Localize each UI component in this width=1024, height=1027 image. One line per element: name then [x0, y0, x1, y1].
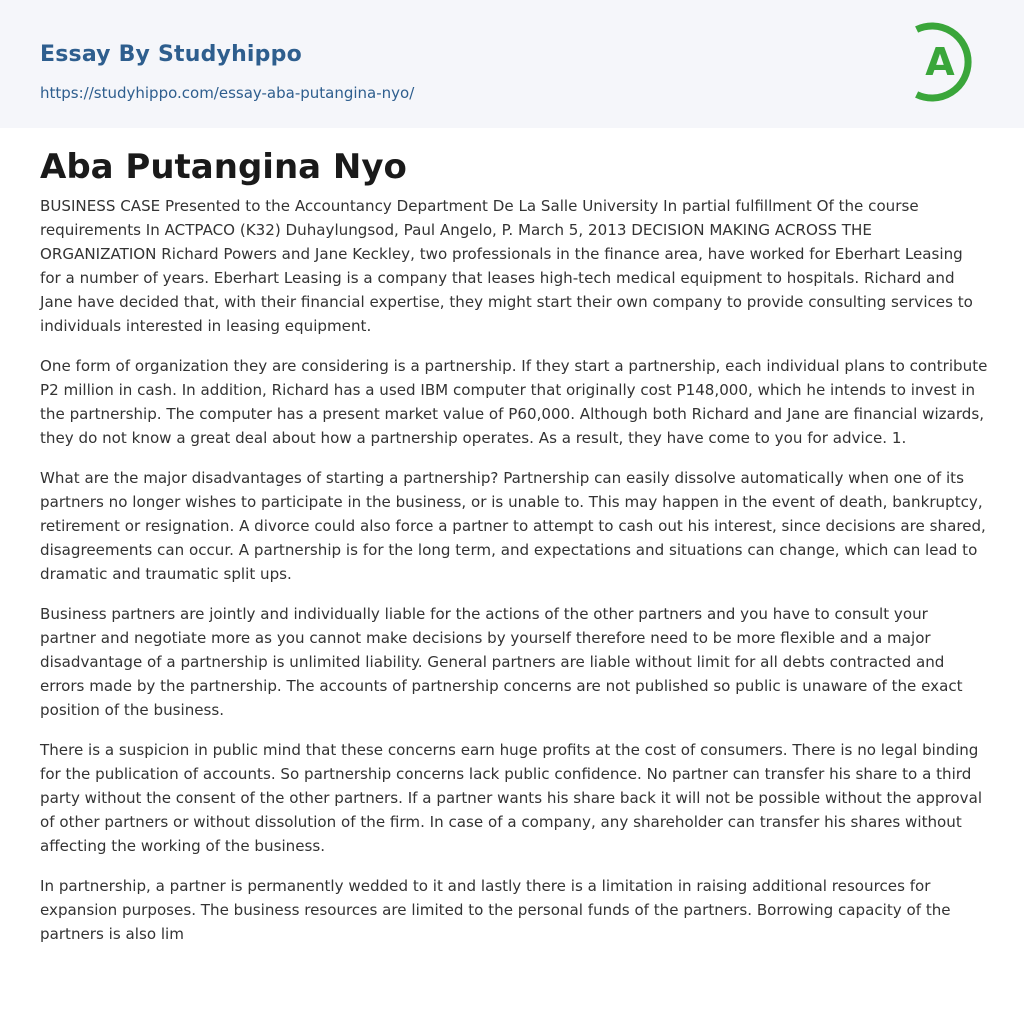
- essay-paragraph: What are the major disadvantages of starting a partnership? Partnership can easily dissolve automatically when one of its partners no longer wishes to participate in the business, or is unable to. This may happen in the event of death, bankruptcy, retirement or resignation. A divorce could also force a partner to attempt to cash out his interest, since decisions are shared, disagreements can occur. A partnership is for the long term, and expectations and situations can change, which can lead to dramatic and traumatic split ups.: [40, 469, 986, 583]
- essay-paragraph: BUSINESS CASE Presented to the Accountancy Department De La Salle University In partial fulfillment Of the course requirements In ACTPACO (K32) Duhaylungsod, Paul Angelo, P. March 5, 2013 DECISION MAKING ACROSS THE ORGANIZATION Richard Powers and Jane Keckley, two professionals in the finance area, have worked for Eberhart Leasing for a number of years. Eberhart Leasing is a company that leases high-tech medical equipment to hospitals. Richard and Jane have decided that, with their financial expertise, they might start their own company to provide consulting services to individuals interested in leasing equipment.: [40, 197, 973, 335]
- essay-paragraph: Business partners are jointly and individually liable for the actions of the other partners and you have to consult your partner and negotiate more as you cannot make decisions by yourself therefore need to be more flexible and a major disadvantage of a partnership is unlimited liability. General partners are liable without limit for all debts contracted and errors made by the partnership. The accounts of partnership concerns are not published so public is unaware of the exact position of the business.: [40, 605, 963, 719]
- essay-paragraph: In partnership, a partner is permanently wedded to it and lastly there is a limitation in raising additional resources for expansion purposes. The business resources are limited to the personal funds of the partners. Borrowing capacity of the partners is also lim: [40, 877, 951, 943]
- logo-letter: A: [925, 40, 955, 84]
- studyhippo-logo[interactable]: [913, 19, 985, 105]
- essay-paragraph: There is a suspicion in public mind that these concerns earn huge profits at the cost of consumers. There is no legal binding for the publication of accounts. So partnership concerns lack public confidence. No partner can transfer his share to a third party without the consent of the other partners. If a partner wants his share back it will not be possible without the approval of other partners or without dissolution of the firm. In case of a company, any shareholder can transfer his shares without affecting the working of the business.: [40, 741, 983, 855]
- page-header: [0, 0, 1024, 128]
- essay-url-link[interactable]: https://studyhippo.com/essay-aba-putangina-nyo/: [40, 84, 415, 102]
- essay-title: Aba Putangina Nyo: [40, 147, 407, 187]
- essay-paragraph: One form of organization they are considering is a partnership. If they start a partnership, each individual plans to contribute P2 million in cash. In addition, Richard has a used IBM computer that originally cost P148,000, which he intends to invest in the partnership. The computer has a present market value of P60,000. Although both Richard and Jane are financial wizards, they do not know a great deal about how a partnership operates. As a result, they have come to you for advice. 1.: [40, 357, 988, 447]
- site-brand[interactable]: Essay By Studyhippo: [40, 42, 302, 67]
- essay-body: [40, 194, 988, 962]
